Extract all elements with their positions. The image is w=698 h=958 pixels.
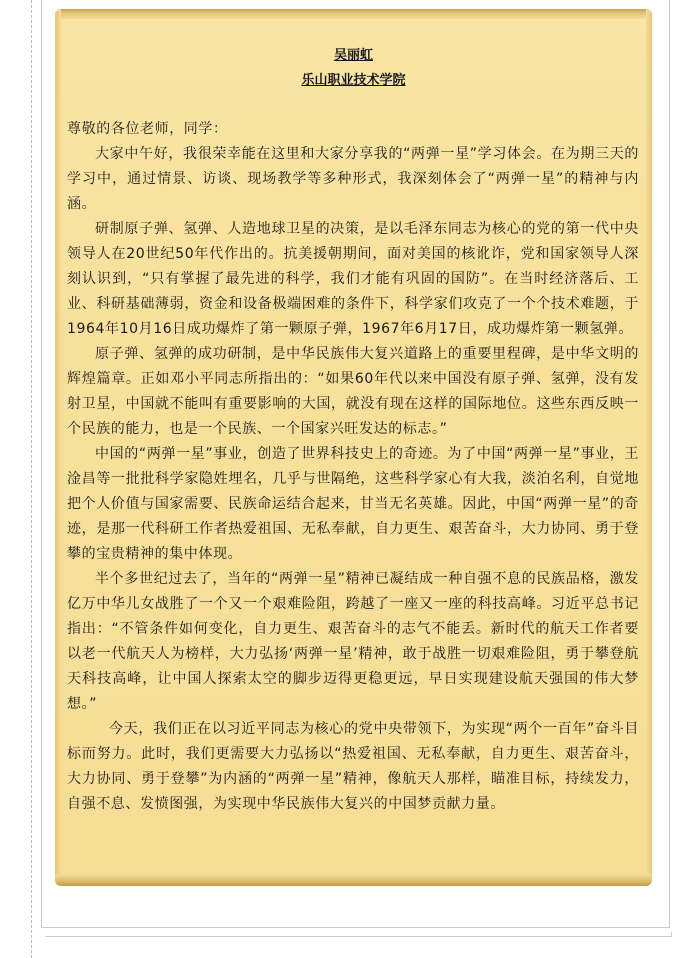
school-name: 乐山职业技术学院 — [301, 73, 406, 88]
greeting: 尊敬的各位老师，同学： — [67, 121, 228, 137]
page-margin-guide — [31, 0, 32, 958]
scroll-paper — [55, 9, 652, 886]
paragraph-3: 原子弹、氢弹的成功研制，是中华民族伟大复兴道路上的重要里程碑，是中华文明的辉煌篇章。正如邓小平同志所指出的：“如果60年代以来中国没有原子弹、氢弹，没有发射卫星，中国就不能叫有重要影响的大国，就没有现在这样的国际地位。这些东西反映一个民族的能力，也是一个民族、一个国家兴旺发达的标志。” — [67, 346, 639, 437]
author-name: 吴丽虹 — [333, 48, 373, 63]
scroll-roll-top — [55, 9, 652, 19]
paragraph-6: 今天，我们正在以习近平同志为核心的党中央带领下，为实现“两个一百年”奋斗目标而努力。此时，我们更需要大力弘扬以“热爱祖国、无私奉献，自力更生、艰苦奋斗，大力协同、勇于登攀”为内涵的“两弹一星”精神，像航天人那样，瞄准目标，持续发力，自强不息、发愤图强，为实现中华民族伟大复兴的中国梦贡献力量。 — [67, 721, 639, 812]
paragraph-1: 大家中午好，我很荣幸能在这里和大家分享我的“两弹一星”学习体会。在为期三天的学习中，通过情景、访谈、现场教学等多种形式，我深刻体会了“两弹一星”的精神与内涵。 — [67, 146, 639, 212]
scroll-roll-bottom — [55, 874, 652, 886]
paragraph-4: 中国的“两弹一星”事业，创造了世界科技史上的奇迹。为了中国“两弹一星”事业，王淦昌等一批批科学家隐姓埋名，几乎与世隔绝，这些科学家心有大我，淡泊名利，自觉地把个人价值与国家需要、民族命运结合起来，甘当无名英雄。因此，中国“两弹一星”的奇迹，是那一代科研工作者热爱祖国、无私奉献，自力更生、艰苦奋斗，大力协同、勇于登攀的宝贵精神的集中体现。 — [67, 446, 639, 562]
scroll-edge-right — [646, 9, 652, 886]
paragraph-2: 研制原子弹、氢弹、人造地球卫星的决策，是以毛泽东同志为核心的党的第一代中央领导人在20世纪50年代作出的。抗美援朝期间，面对美国的核讹诈，党和国家领导人深刻认识到，“只有掌握了最先进的科学，我们才能有巩固的国防”。在当时经济落后、工业、科研基础薄弱，资金和设备极端困难的条件下，科学家们攻克了一个个技术难题，于1964年10月16日成功爆炸了第一颗原子弹，1967年6月17日，成功爆炸第一颗氢弹。 — [67, 221, 639, 337]
speech-body — [67, 117, 639, 817]
paragraph-5: 半个多世纪过去了，当年的“两弹一星”精神已凝结成一种自强不息的民族品格，激发亿万中华儿女战胜了一个又一个艰难险阻，跨越了一座又一座的科技高峰。习近平总书记指出：“不管条件如何变化，自力更生、艰苦奋斗的志气不能丢。新时代的航天工作者要以老一代航天人为榜样，大力弘扬‘两弹一星’精神，敢于战胜一切艰难险阻，勇于攀登航天科技高峰，让中国人探索太空的脚步迈得更稳更远，早日实现建设航天强国的伟大梦想。” — [67, 571, 639, 712]
scroll-edge-left — [55, 9, 61, 886]
frame-shadow — [45, 932, 672, 937]
